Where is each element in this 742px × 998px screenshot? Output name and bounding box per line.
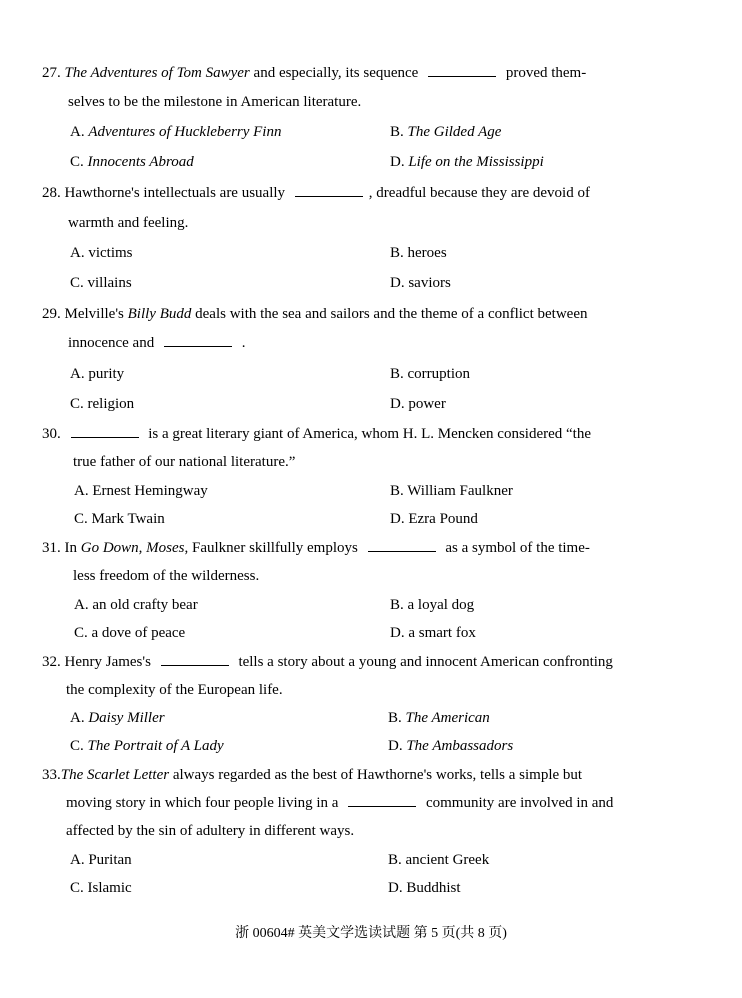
option-letter: B.	[390, 597, 404, 613]
option-text: Islamic	[87, 880, 132, 896]
option-27-a	[70, 123, 281, 141]
question-text: always regarded as the best of Hawthorne's works, tells a simple but	[169, 767, 583, 783]
question-text: moving story in which four people living in a	[66, 795, 339, 811]
option-32-a	[70, 709, 165, 727]
option-letter: B.	[390, 366, 404, 382]
answer-blank	[164, 334, 232, 347]
question-text: , dreadful because they are devoid of	[368, 185, 590, 201]
question-29-line-2	[68, 334, 245, 352]
option-text: power	[408, 396, 446, 412]
option-text: Daisy Miller	[88, 710, 165, 726]
option-text: religion	[87, 396, 135, 412]
option-text: The Gilded Age	[407, 124, 502, 140]
option-letter: D.	[388, 738, 403, 754]
option-text: Puritan	[88, 852, 132, 868]
option-28-d	[390, 274, 451, 292]
question-text: Henry James's	[64, 654, 151, 670]
question-text: In	[64, 540, 81, 556]
option-29-d	[390, 395, 446, 413]
option-text: villains	[87, 275, 132, 291]
question-text: as a symbol of the time-	[445, 540, 590, 556]
option-text: heroes	[407, 245, 447, 261]
option-text: corruption	[407, 366, 470, 382]
option-29-a	[70, 365, 124, 383]
option-text: saviors	[408, 275, 451, 291]
question-33-line-2	[66, 794, 613, 812]
option-letter: B.	[388, 852, 402, 868]
option-text: a dove of peace	[91, 625, 186, 641]
option-30-b	[390, 482, 513, 500]
option-letter: D.	[390, 154, 405, 170]
question-number: 33.	[42, 767, 61, 783]
question-32-line-1	[42, 653, 613, 671]
option-31-a	[74, 596, 198, 614]
answer-blank	[71, 425, 139, 438]
option-text: an old crafty bear	[92, 597, 198, 613]
option-letter: A.	[70, 852, 85, 868]
option-text: Adventures of Huckleberry Finn	[88, 124, 282, 140]
option-28-b	[390, 244, 447, 262]
option-text: ancient Greek	[405, 852, 490, 868]
question-text: and especially, its sequence	[249, 65, 419, 81]
answer-blank	[161, 653, 229, 666]
option-letter: B.	[390, 124, 404, 140]
question-number: 32.	[42, 654, 61, 670]
question-27-line-1	[42, 64, 586, 82]
answer-blank	[428, 64, 496, 77]
question-text-italic: The Scarlet Letter	[60, 767, 170, 783]
question-32-line-2: the complexity of the European life.	[66, 682, 283, 698]
option-28-a	[70, 244, 133, 262]
option-letter: D.	[390, 275, 405, 291]
option-letter: D.	[390, 396, 405, 412]
option-letter: B.	[388, 710, 402, 726]
question-31-line-2: less freedom of the wilderness.	[73, 568, 260, 584]
option-text: The Ambassadors	[406, 738, 514, 754]
option-letter: B.	[390, 483, 404, 499]
option-text: Mark Twain	[91, 511, 165, 527]
question-text: community are involved in and	[425, 795, 614, 811]
option-text: a smart fox	[408, 625, 476, 641]
question-text: .	[241, 335, 246, 351]
option-31-d	[390, 624, 476, 642]
question-33-line-3: affected by the sin of adultery in different ways.	[66, 823, 355, 839]
option-31-c	[74, 624, 185, 642]
option-32-b	[388, 709, 490, 727]
option-28-c	[70, 274, 132, 292]
question-text-italic: Billy Budd	[127, 306, 192, 322]
option-text: purity	[88, 366, 125, 382]
option-letter: C.	[70, 396, 84, 412]
option-text: William Faulkner	[407, 483, 513, 499]
question-text: , Faulkner skillfully employs	[184, 540, 358, 556]
question-28-line-1	[42, 184, 590, 202]
question-number: 30.	[42, 426, 61, 442]
question-text: is a great literary giant of America, whom H. L. Mencken considered “the	[148, 426, 592, 442]
option-32-d	[388, 737, 513, 755]
question-text: innocence and	[68, 335, 155, 351]
page-footer: 浙 00604# 英美文学选读试题 第 5 页(共 8 页)	[235, 926, 507, 941]
option-letter: C.	[74, 625, 88, 641]
option-letter: C.	[70, 880, 84, 896]
option-letter: A.	[70, 124, 85, 140]
option-30-c	[74, 510, 165, 528]
option-30-d	[390, 510, 478, 528]
question-27-line-2: selves to be the milestone in American literature.	[68, 94, 362, 110]
question-31-line-1	[42, 539, 590, 557]
option-letter: D.	[390, 625, 405, 641]
question-number: 28.	[42, 185, 61, 201]
question-text: Hawthorne's intellectuals are usually	[64, 185, 286, 201]
option-31-b	[390, 596, 474, 614]
option-33-c	[70, 879, 132, 897]
option-text: Buddhist	[406, 880, 461, 896]
option-text: Life on the Mississippi	[408, 154, 544, 170]
question-number: 31.	[42, 540, 61, 556]
option-29-b	[390, 365, 470, 383]
question-28-line-2: warmth and feeling.	[68, 215, 189, 231]
question-text: deals with the sea and sailors and the theme of a conflict between	[191, 306, 588, 322]
option-letter: C.	[70, 154, 84, 170]
option-letter: A.	[74, 597, 89, 613]
option-letter: C.	[74, 511, 88, 527]
option-letter: A.	[70, 366, 85, 382]
option-33-b	[388, 851, 489, 869]
question-29-line-1	[42, 305, 587, 323]
question-30-line-2: true father of our national literature.”	[73, 454, 296, 470]
option-text: The American	[405, 710, 490, 726]
option-text: Ezra Pound	[408, 511, 478, 527]
option-letter: A.	[70, 710, 85, 726]
question-number: 27.	[42, 65, 61, 81]
option-letter: D.	[390, 511, 405, 527]
option-32-c	[70, 737, 224, 755]
option-text: Ernest Hemingway	[92, 483, 208, 499]
option-text: The Portrait of A Lady	[87, 738, 224, 754]
question-33-line-1	[42, 766, 582, 784]
question-text: tells a story about a young and innocent American confronting	[238, 654, 613, 670]
option-letter: C.	[70, 275, 84, 291]
option-29-c	[70, 395, 134, 413]
question-text-italic: Go Down, Moses	[80, 540, 185, 556]
question-number: 29.	[42, 306, 61, 322]
question-text: proved them-	[505, 65, 587, 81]
option-27-b	[390, 123, 501, 141]
option-letter: C.	[70, 738, 84, 754]
option-33-d	[388, 879, 461, 897]
option-text: victims	[88, 245, 133, 261]
option-27-c	[70, 153, 194, 171]
answer-blank	[348, 794, 416, 807]
option-33-a	[70, 851, 132, 869]
option-letter: A.	[70, 245, 85, 261]
question-30-line-1	[42, 425, 591, 443]
option-30-a	[74, 482, 208, 500]
option-text: a loyal dog	[407, 597, 475, 613]
option-letter: A.	[74, 483, 89, 499]
question-text-italic: The Adventures of Tom Sawyer	[64, 65, 250, 81]
answer-blank	[368, 539, 436, 552]
option-text: Innocents Abroad	[87, 154, 194, 170]
option-letter: D.	[388, 880, 403, 896]
option-27-d	[390, 153, 544, 171]
answer-blank	[295, 184, 363, 197]
option-letter: B.	[390, 245, 404, 261]
question-text: Melville's	[64, 306, 128, 322]
